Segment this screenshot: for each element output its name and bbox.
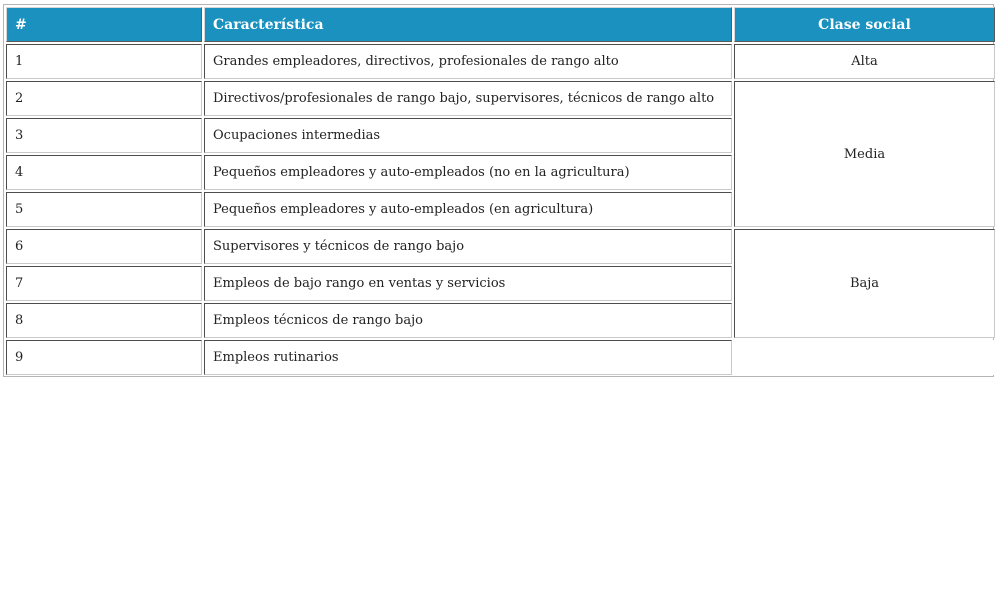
social-class-table xyxy=(4,5,997,377)
header-feature: Característica xyxy=(204,7,732,42)
row-feature: Empleos rutinarios xyxy=(204,340,732,375)
row-number: 5 xyxy=(6,192,202,227)
row-feature: Empleos de bajo rango en ventas y servicios xyxy=(204,266,732,301)
social-class-table-container xyxy=(3,4,994,377)
row-number: 3 xyxy=(6,118,202,153)
table-row xyxy=(6,44,995,79)
class-cell-middle: Media xyxy=(734,81,995,227)
row-feature: Grandes empleadores, directivos, profesionales de rango alto xyxy=(204,44,732,79)
row-number: 1 xyxy=(6,44,202,79)
table-row xyxy=(6,81,995,116)
row-number: 4 xyxy=(6,155,202,190)
table-row xyxy=(6,340,995,375)
header-social-class: Clase social xyxy=(734,7,995,42)
row-number: 8 xyxy=(6,303,202,338)
row-feature: Supervisores y técnicos de rango bajo xyxy=(204,229,732,264)
class-cell-low: Baja xyxy=(734,229,995,338)
row-feature: Directivos/profesionales de rango bajo, supervisores, técnicos de rango alto xyxy=(204,81,732,116)
row-feature: Empleos técnicos de rango bajo xyxy=(204,303,732,338)
class-cell-high: Alta xyxy=(734,44,995,79)
table-header-row xyxy=(6,7,995,42)
row-number: 6 xyxy=(6,229,202,264)
empty-cell xyxy=(734,340,995,375)
row-number: 9 xyxy=(6,340,202,375)
row-feature: Pequeños empleadores y auto-empleados (en agricultura) xyxy=(204,192,732,227)
row-number: 7 xyxy=(6,266,202,301)
row-feature: Pequeños empleadores y auto-empleados (no en la agricultura) xyxy=(204,155,732,190)
row-feature: Ocupaciones intermedias xyxy=(204,118,732,153)
header-number: # xyxy=(6,7,202,42)
table-row xyxy=(6,229,995,264)
row-number: 2 xyxy=(6,81,202,116)
